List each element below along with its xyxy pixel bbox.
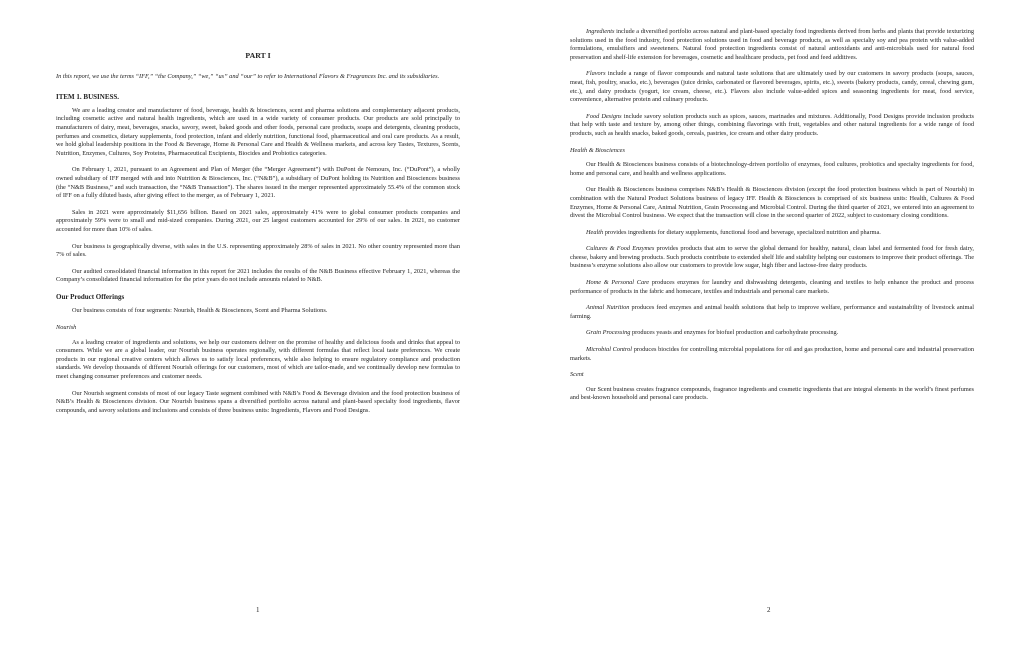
animal-lead: Animal Nutrition	[586, 304, 630, 312]
nourish-paragraph-2: Our Nourish segment consists of most of our legacy Taste segment combined with N&B’s Food & Beverage division and the food protection business of N&B’s Health & Biosciences division. Our Nourish business spans a diversified portfolio across natural and plant-based specialty food ingredients, flavor compounds, and savory solutions and inclusions and consists of three business units: Ingredients, Flavors and Food Designs.	[56, 389, 460, 414]
health-text: provides ingredients for dietary supplements, functional food and beverage, specialized nutrition and pharma.	[603, 228, 881, 236]
animal-text: produces feed enzymes and animal health solutions that help to improve welfare, performance and sustainability of livestock animal farming.	[570, 304, 974, 320]
flavors-paragraph	[570, 70, 974, 104]
food-designs-lead: Food Designs	[586, 112, 622, 120]
hb-paragraph-1: Our Health & Biosciences business consists of a biotechnology-driven portfolio of enzymes, food cultures, probiotics and specialty ingredients for food, home and personal care, and health and wellness applications.	[570, 161, 974, 177]
health-paragraph	[570, 229, 974, 238]
hpc-lead: Home & Personal Care	[586, 279, 650, 287]
ingredients-paragraph	[570, 28, 974, 62]
business-paragraph-1: We are a leading creator and manufacturer of food, beverage, health & biosciences, scent and pharma solutions and complementary adjacent products, including cosmetic active and natural health ingredients, which are used in a wide variety of consumer products. Our products are sold principally to manufacturers of dairy, meat, beverages, snacks, savory, sweet, baked goods and other foods, personal care products, soaps and detergents, cleaning products, perfumes and cosmetics, dietary supplements, food protection, infant and elderly nutrition, functional food, pharmaceutical and oral care products. As a result, we hold global leadership positions in the Food & Beverage, Home & Personal Care and Health & Wellness markets, and across key Tastes, Textures, Scents, Nutrition, Enzymes, Cultures, Soy Proteins, Pharmaceutical Excipients, Biocides and Probiotics categories.	[56, 106, 460, 157]
cultures-lead: Cultures & Food Enzymes	[586, 245, 655, 253]
home-personal-care-paragraph	[570, 279, 974, 296]
food-designs-paragraph	[570, 113, 974, 139]
product-offerings-heading: Our Product Offerings	[56, 292, 125, 301]
scent-paragraph-1: Our Scent business creates fragrance compounds, fragrance ingredients and cosmetic ingredients that are integral elements in the world’s finest perfumes and best-known household and personal care products.	[570, 385, 974, 402]
page-2	[570, 28, 974, 411]
health-biosciences-subheading: Health & Biosciences	[570, 146, 625, 154]
health-lead: Health	[586, 228, 604, 236]
page-number-2: 2	[767, 606, 771, 614]
flavors-text: include a range of flavor compounds and natural taste solutions that are ultimately used by our customers in savory products (soups, sauces, meat, fish, poultry, snacks, etc.), beverages (juice drinks, carbonated or flavored beverages, spirits, etc.), sweets (bakery products, candy, cereal, chewing gum, etc.), and dairy products (yogurt, ice cream, cheese, etc.). Flavors also include value-added spices and seasoning ingredients for meat, food service, convenience, alternative protein and culinary products.	[570, 70, 974, 104]
grain-text: produces yeasts and enzymes for biofuel production and carbohydrate processing.	[630, 329, 839, 337]
microbial-text: produces biocides for controlling microbial populations for oil and gas production, home and personal care and industrial preservation markets.	[570, 346, 975, 362]
business-paragraph-2: On February 1, 2021, pursuant to an Agreement and Plan of Merger (the “Merger Agreement”) with DuPont de Nemours, Inc. (“DuPont”), a wholly owned subsidiary of IFF merged with and into Nutrition & Biosciences, Inc. (“N&B”), a subsidiary of DuPont holding its Nutrition and Biosciences business (the “N&B Business,” and such transaction, the “N&B Transaction”). The shares issued in the merger represented approximately 55.4% of the common stock of IFF on a fully diluted basis, after giving effect to the merger, as of February 1, 2021.	[56, 166, 460, 200]
business-paragraph-3: Sales in 2021 were approximately $11,656 billion. Based on 2021 sales, approximately 41% were to global consumer products companies and approximately 59% were to small and mid-sized companies. During 2021, our 25 largest customers accounted for 29% of our sales. In 2021, no customer accounted for more than 10% of sales.	[56, 208, 460, 233]
nourish-subheading: Nourish	[56, 324, 77, 332]
business-paragraph-5: Our audited consolidated financial information in this report for 2021 includes the results of the N&B Business effective February 1, 2021, whereas the Company’s consolidated financial information for the prior years do not include amounts related to N&B.	[56, 267, 460, 284]
scent-subheading: Scent	[570, 371, 584, 379]
part-title: PART I	[245, 51, 271, 60]
animal-nutrition-paragraph	[570, 304, 974, 321]
item-1-heading: ITEM 1. BUSINESS.	[56, 93, 120, 102]
microbial-lead: Microbial Control	[586, 346, 633, 354]
hb-paragraph-2: Our Health & Biosciences business comprises N&B’s Health & Biosciences division (except the food protection business which is part of Nourish) in combination with the Natural Product Solutions business of legacy IFF. Health & Biosciences is comprised of six business units: Health, Cultures & Food Enzymes, Home & Personal Care, Animal Nutrition, Grain Processing and Microbial Control. During the third quarter of 2021, we entered into an agreement to divest the Microbial Control business. We expect that the transaction will close in the second quarter of 2022, subject to customary closing conditions.	[570, 186, 974, 220]
page-1	[56, 52, 460, 423]
microbial-control-paragraph	[570, 346, 974, 363]
business-paragraph-4: Our business is geographically diverse, with sales in the U.S. representing approximately 28% of sales in 2021. No other country represented more than 7% of sales.	[56, 242, 460, 259]
cultures-text: provides products that aim to serve the global demand for healthy, natural, clean label and fermented food for fresh dairy, cheese, bakery and brewing products. Such products contribute to extended shelf life and stability helping our customers to improve their product offerings. The business’s enzyme solutions also allow our customers to provide low sugar, high fiber and lactose-free dairy products.	[570, 245, 974, 270]
segments-paragraph: Our business consists of four segments: Nourish, Health & Biosciences, Scent and Pharma Solutions.	[72, 307, 328, 315]
intro-paragraph: In this report, we use the terms “IFF,” “the Company,” “we,” “us” and “our” to refer to International Flavors & Fragrances Inc. and its subsidiaries.	[56, 72, 440, 80]
flavors-lead: Flavors	[586, 70, 606, 78]
nourish-paragraph-1: As a leading creator of ingredients and solutions, we help our customers deliver on the promise of healthy and delicious foods and drinks that appeal to consumers. While we are a global leader, our Nourish business operates regionally, with different formulas that reflect local taste preferences. We create products in our regional creative centers which allows us to satisfy local preferences, while also helping to ensure regulatory compliance and production standards. We develop thousands of different Nourish offerings for our customers, most of which are tailor-made, and we continually develop new formulas to meet changing consumer preferences and customer needs.	[56, 338, 460, 381]
grain-lead: Grain Processing	[586, 329, 631, 337]
hpc-text: produces enzymes for laundry and dishwashing detergents, cleaning and textiles to help enhance the product and process performance of products in the fabric and homecare, textiles and industrials and personal care markets.	[570, 279, 974, 295]
ingredients-text: include a diversified portfolio across natural and plant-based specialty food ingredients derived from herbs and plants that provide texturizing solutions used in the food industry, food protection solutions used in food and beverage products, as well as specialty soy and pea protein with value-added formulations, emulsifiers and sweeteners. Natural food protection ingredients consist of natural antioxidants and anti-microbials used for natural food preservation and shelf-life extension for beverages, cosmetic and healthcare products, pet food and feed additives.	[570, 28, 974, 61]
ingredients-lead: Ingredients	[586, 28, 615, 35]
grain-processing-paragraph	[570, 329, 974, 338]
cultures-paragraph	[570, 245, 974, 271]
page-number-1: 1	[256, 606, 260, 614]
food-designs-text: include savory solution products such as spices, sauces, marinades and mixtures. Additionally, Food Designs provide inclusion products that help with taste and texture by, among other things, combining flavorings with fruit, vegetables and other natural ingredients for a wide range of food products, such as health snacks, baked goods, cereals, pastries, ice cream and other dairy products.	[570, 112, 975, 137]
